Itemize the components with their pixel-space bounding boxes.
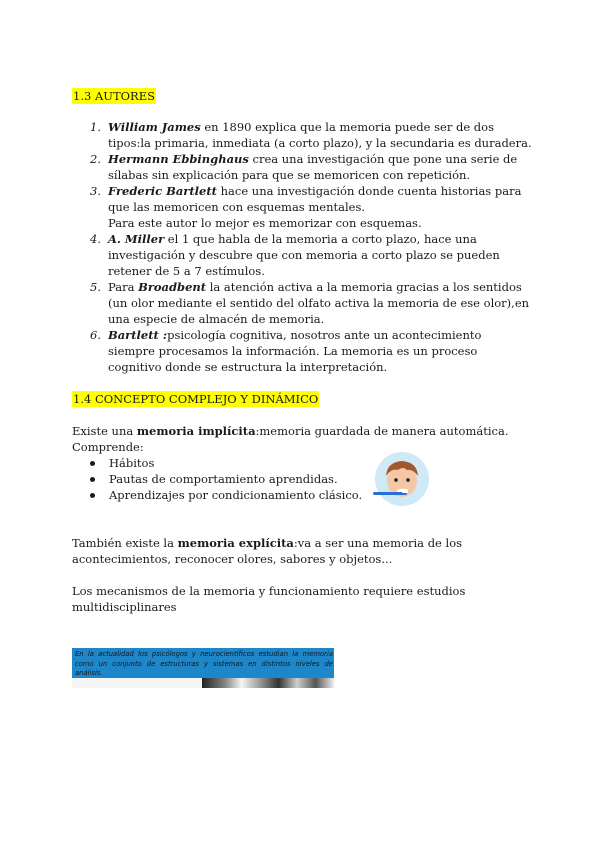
text-span: Existe una — [72, 424, 137, 438]
text-span: :va a ser una memoria de los acontecimientos, reconocer olores, sabores y objetos... — [72, 536, 463, 566]
author-description: en 1890 explica que la memoria puede ser de dos tipos:la primaria, inmediata (a corto plazo), y la secundaria es duradera. — [108, 120, 532, 150]
author-description: crea una investigación que pone una serie de sílabas sin explicación para que se memoricen con repetición. — [108, 152, 518, 182]
author-name: A. Miller — [108, 232, 165, 246]
memory-figure — [72, 648, 334, 688]
implicit-memory-paragraph — [72, 423, 542, 455]
author-name: Broadbent — [138, 280, 207, 294]
list-item-text: Pautas de comportamiento aprendidas. — [109, 472, 338, 486]
author-prefix: Para — [108, 280, 139, 294]
list-item — [72, 455, 362, 471]
list-number: 5. — [90, 280, 101, 294]
list-item — [72, 327, 532, 375]
boy-brushing-teeth-icon — [369, 452, 431, 506]
list-item-text: Aprendizajes por condicionamiento clásico. — [109, 488, 363, 502]
list-item — [72, 487, 362, 503]
author-description: el 1 que habla de la memoria a corto plazo, hace una investigación y descubre que con memoria a corto plazo se pueden retener de 5 a 7 estímulos. — [108, 232, 500, 278]
implicit-memory-list — [72, 455, 362, 503]
bullet-icon — [90, 477, 95, 482]
text-span: Comprende: — [72, 440, 144, 454]
author-description: hace una investigación donde cuenta historias para que las memoricen con esquemas mentales. — [108, 184, 522, 214]
author-description: psicología cognitiva, nosotros ante un acontecimiento siempre procesamos la información. La memoria es un proceso cognitivo donde se estructura la interpretación. — [108, 328, 482, 374]
figure-caption: En la actualidad los psicólogos y neurocientíficos estudian la memoria como un conjunto de estructuras y sistemas en distintos niveles de análisis. — [75, 650, 333, 678]
author-name: Bartlett : — [108, 328, 168, 342]
list-item-text: Hábitos — [109, 456, 155, 470]
list-item — [72, 151, 532, 183]
author-name: Hermann Ebbinghaus — [108, 152, 249, 166]
list-number: 1. — [90, 120, 101, 134]
text-span: También existe la — [72, 536, 178, 550]
author-description: la atención activa a la memoria gracias a los sentidos (un olor mediante el sentido del olfato activa la memoria de ese olor),en una especie de almacén de memoria. — [108, 280, 530, 326]
list-number: 6. — [90, 328, 101, 342]
list-number: 2. — [90, 152, 101, 166]
author-name: William James — [108, 120, 201, 134]
list-item — [72, 231, 532, 279]
figure-photo — [202, 678, 334, 688]
bullet-icon — [90, 493, 95, 498]
list-item — [72, 471, 362, 487]
figure-strip — [72, 678, 202, 688]
section-heading-concept: 1.4 CONCEPTO COMPLEJO Y DINÁMICO — [73, 392, 319, 406]
list-item — [72, 119, 532, 151]
list-item — [72, 183, 532, 231]
mechanisms-paragraph: Los mecanismos de la memoria y funcionamiento requiere estudios multidisciplinares — [72, 584, 466, 614]
bullet-icon — [90, 461, 95, 466]
section-heading-authors: 1.3 AUTORES — [73, 89, 155, 103]
authors-list — [72, 119, 532, 375]
bold-term: memoria explícita — [177, 536, 294, 550]
explicit-memory-paragraph — [72, 535, 542, 567]
list-number: 3. — [90, 184, 101, 198]
author-note: Para este autor lo mejor es memorizar con esquemas. — [108, 216, 422, 230]
bold-term: memoria implícita — [136, 424, 256, 438]
list-number: 4. — [90, 232, 101, 246]
text-span: :memoria guardada de manera automática. — [255, 424, 509, 438]
author-name: Frederic Bartlett — [108, 184, 217, 198]
list-item — [72, 279, 532, 327]
